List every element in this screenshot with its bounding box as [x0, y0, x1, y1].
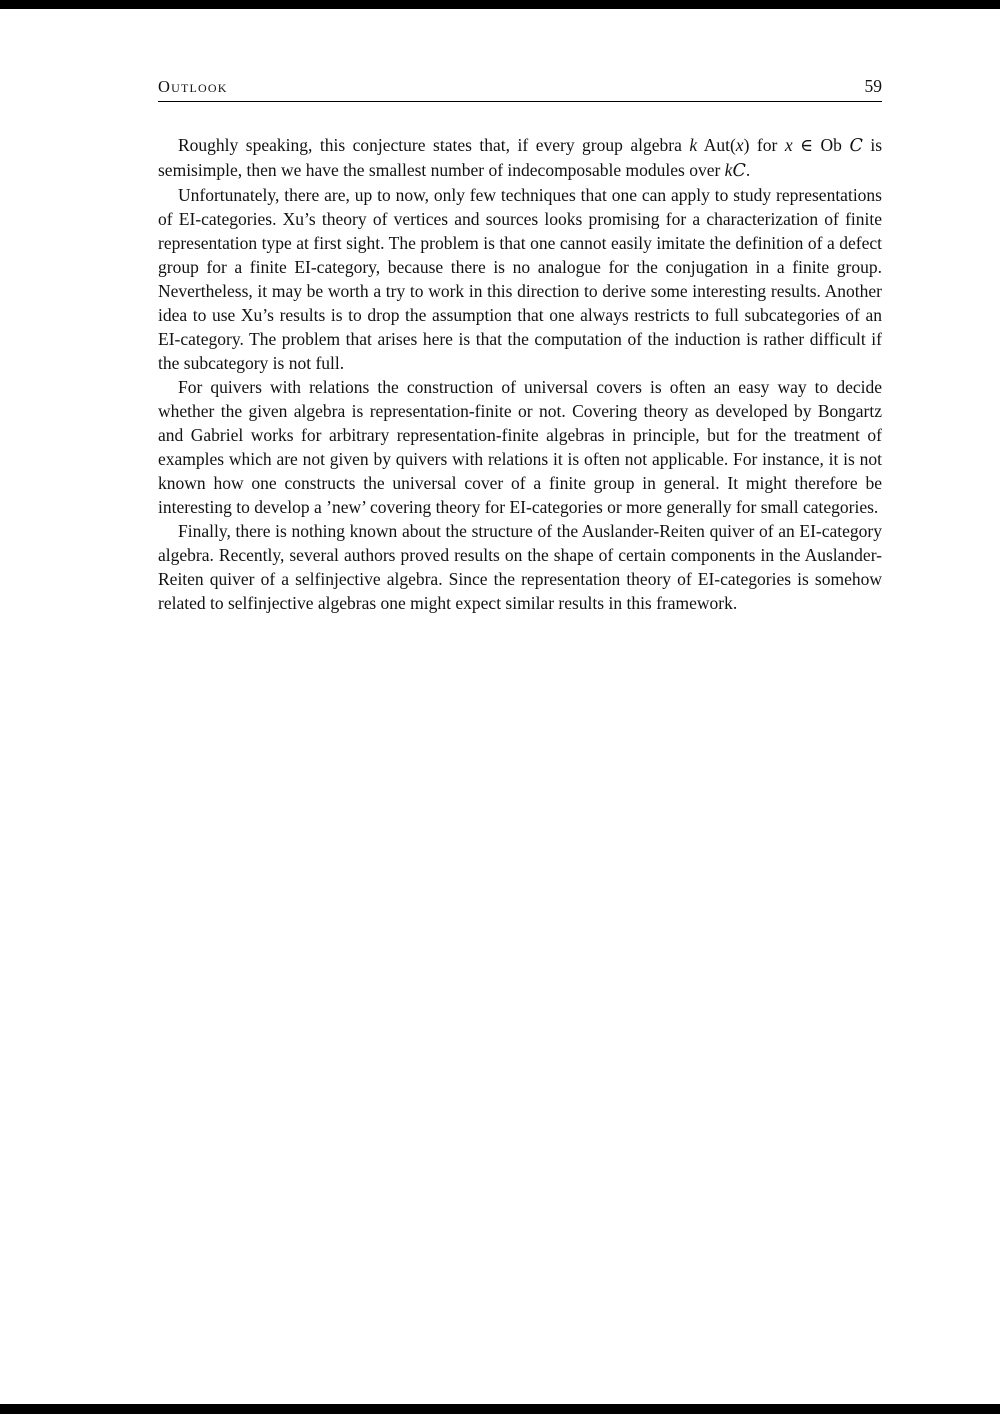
document-body — [158, 133, 882, 615]
paragraph — [158, 183, 882, 375]
text-run: is semisimple, then we have the smallest number of indecomposable modules over — [158, 135, 882, 180]
text-run: Roughly speaking, this conjecture states that, if every group algebra — [178, 135, 690, 155]
page-number: 59 — [864, 76, 882, 96]
math-text: x — [784, 135, 793, 155]
header-rule — [158, 101, 882, 102]
text-run: Unfortunately, there are, up to now, only few techniques that one can apply to study representations of EI-categories. Xu’s theory of vertices and sources looks promising for a characterization of finite representation type at first sight. The problem is that one cannot easily imitate the definition of a defect group for a finite EI-category, because there is no analogue for the conjugation in a finite group. Nevertheless, it may be worth a try to work in this direction to derive some interesting results. Another idea to use Xu’s results is to drop the assumption that one always restricts to full subcategories of an EI-category. The problem that arises here is that the computation of the induction is rather difficult if the subcategory is not full. — [158, 185, 882, 373]
text-run: ∈ Ob — [792, 135, 850, 155]
paragraph — [158, 519, 882, 615]
scan-artifact-bottom — [0, 1404, 1000, 1414]
math-text: C — [849, 136, 863, 156]
text-run: . — [745, 160, 751, 180]
text-run: Aut( — [697, 135, 736, 155]
page-header — [158, 76, 882, 97]
paragraph — [158, 133, 882, 183]
text-run: For quivers with relations the construction of universal covers is often an easy way to decide whether the given algebra is representation-finite or not. Covering theory as developed by Bongartz and Gabriel works for arbitrary representation-finite algebras in principle, but for the treatment of examples which are not given by quivers with relations it is often not applicable. For instance, it is not known how one constructs the universal cover of a finite group in general. It might therefore be interesting to develop a ’new’ covering theory for EI-categories or more generally for small categories. — [158, 377, 882, 517]
math-text: k — [689, 135, 698, 155]
math-text: C — [732, 161, 746, 181]
paragraph — [158, 375, 882, 519]
running-title: Outlook — [158, 77, 228, 96]
text-run: Finally, there is nothing known about the structure of the Auslander-Reiten quiver of an EI-category algebra. Recently, several authors proved results on the shape of certain components in the Auslander-Reiten quiver of a selfinjective algebra. Since the representation theory of EI-categories is somehow related to selfinjective algebras one might expect similar results in this framework. — [158, 521, 882, 613]
math-text: k — [724, 160, 733, 180]
text-run: ) for — [743, 135, 785, 155]
scan-artifact-top — [0, 0, 1000, 9]
math-text: x — [735, 135, 744, 155]
